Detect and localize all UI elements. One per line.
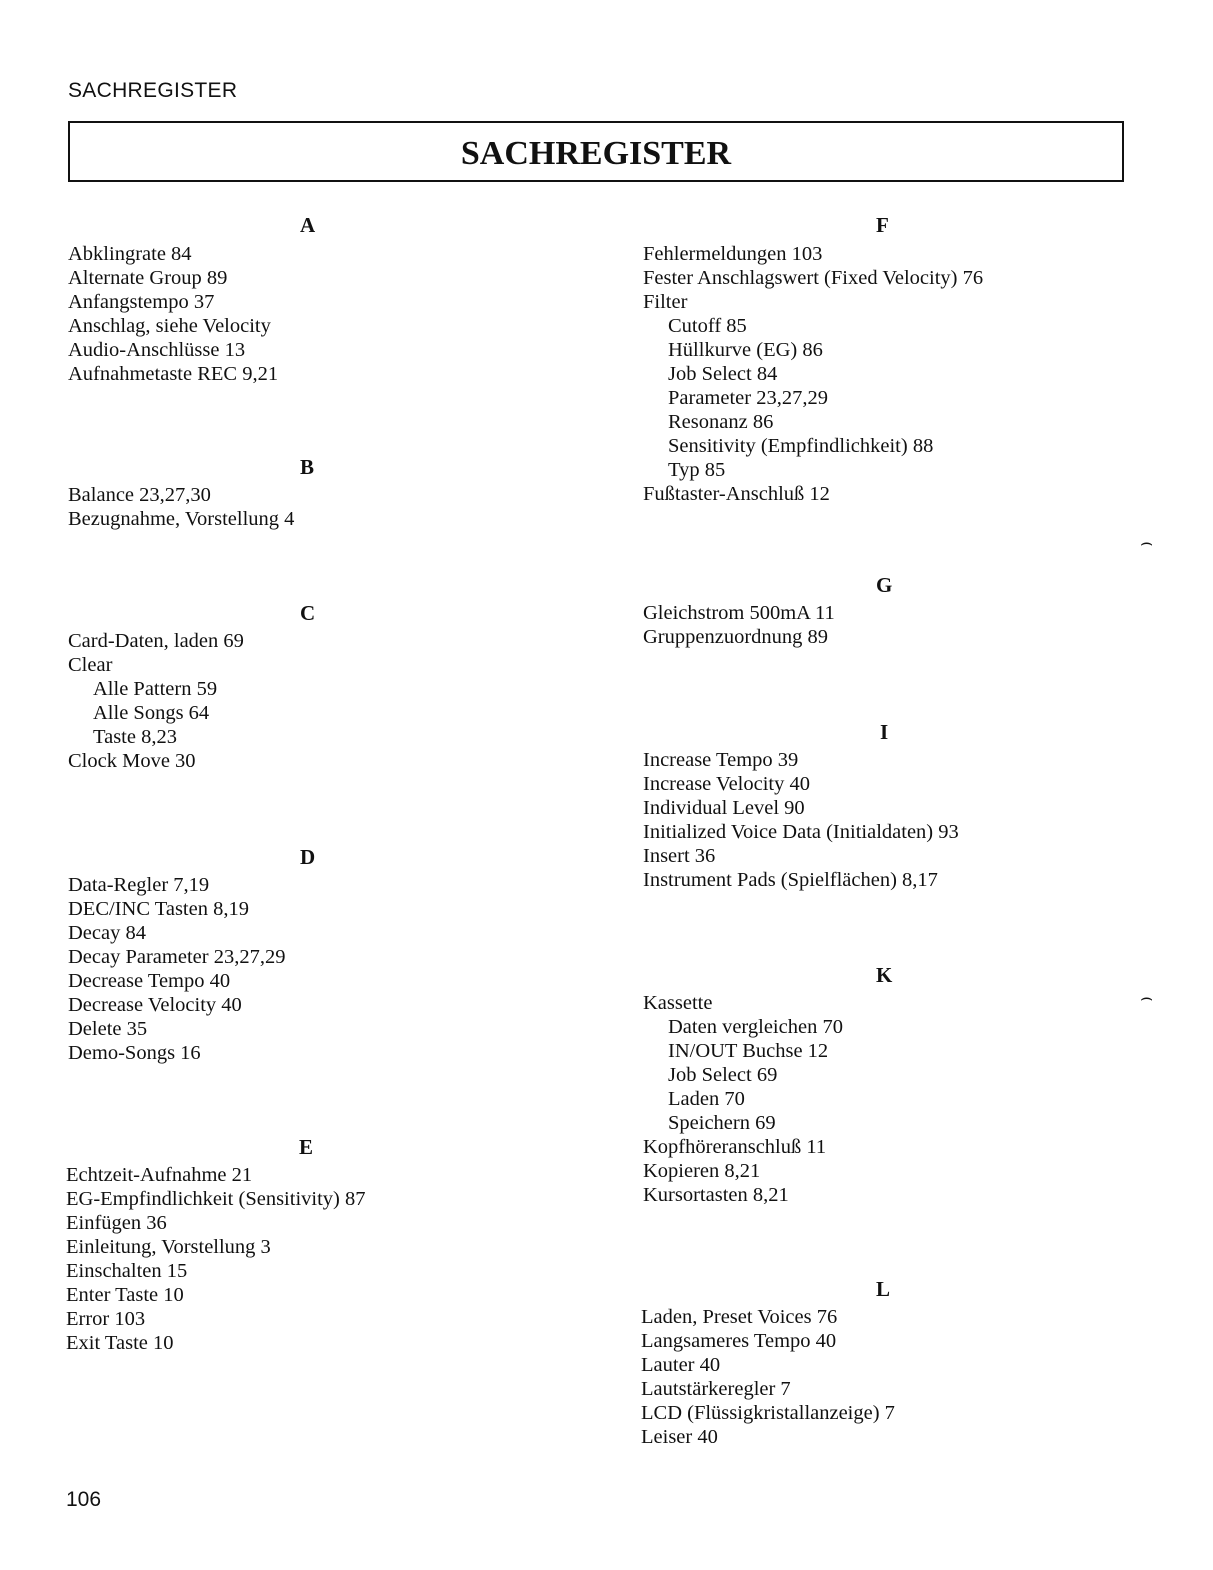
section-letter-l: L (876, 1277, 891, 1301)
index-subentry: IN/OUT Buchse 12 (668, 1040, 829, 1062)
index-entry: Increase Tempo 39 (643, 749, 799, 771)
index-entry: Fußtaster-Anschluß 12 (643, 483, 830, 505)
index-subentry: Alle Pattern 59 (93, 678, 218, 700)
index-entry: Instrument Pads (Spielflächen) 8,17 (643, 869, 938, 891)
index-entry: Leiser 40 (641, 1426, 718, 1448)
index-subentry: Alle Songs 64 (93, 702, 210, 724)
index-entry: Lauter 40 (641, 1354, 721, 1376)
index-entry: Echtzeit-Aufnahme 21 (66, 1164, 253, 1186)
index-entry: Error 103 (66, 1308, 146, 1330)
section-d-list (68, 873, 285, 1065)
index-entry: Delete 35 (68, 1018, 148, 1040)
index-entry: Bezugnahme, Vorstellung 4 (68, 508, 295, 530)
index-entry: Decay 84 (68, 922, 146, 944)
index-entry: Aufnahmetaste REC 9,21 (68, 363, 279, 385)
index-entry: Laden, Preset Voices 76 (641, 1306, 838, 1328)
index-entry: Filter (643, 291, 688, 313)
section-f-list (643, 242, 983, 506)
index-subentry: Laden 70 (668, 1088, 745, 1110)
index-entry: Decay Parameter 23,27,29 (68, 946, 286, 968)
index-entry: Anschlag, siehe Velocity (68, 315, 271, 337)
index-entry: Clear (68, 654, 113, 676)
section-e-list (66, 1163, 365, 1355)
index-entry: Initialized Voice Data (Initialdaten) 93 (643, 821, 959, 843)
section-letter-g: G (876, 573, 893, 597)
index-entry: Kopieren 8,21 (643, 1160, 761, 1182)
index-entry: Increase Velocity 40 (643, 773, 810, 795)
section-letter-e: E (299, 1135, 314, 1159)
index-entry: Lautstärkeregler 7 (641, 1378, 791, 1400)
margin-mark: ⌢ (1140, 985, 1154, 1009)
index-entry: Demo-Songs 16 (68, 1042, 201, 1064)
index-subentry: Typ 85 (668, 459, 726, 481)
section-b-list (68, 483, 294, 531)
index-entry: Audio-Anschlüsse 13 (68, 339, 246, 361)
index-entry: Individual Level 90 (643, 797, 805, 819)
index-entry: Decrease Velocity 40 (68, 994, 242, 1016)
index-subentry: Sensitivity (Empfindlichkeit) 88 (668, 435, 934, 457)
index-entry: Enter Taste 10 (66, 1284, 184, 1306)
index-entry: Einschalten 15 (66, 1260, 188, 1282)
index-entry: Data-Regler 7,19 (68, 874, 210, 896)
index-subentry: Daten vergleichen 70 (668, 1016, 843, 1038)
index-entry: Anfangstempo 37 (68, 291, 215, 313)
section-letter-k: K (876, 963, 893, 987)
section-l-list (641, 1305, 895, 1449)
page-title: SACHREGISTER (460, 135, 732, 172)
index-entry: Kassette (643, 992, 713, 1014)
index-subentry: Resonanz 86 (668, 411, 774, 433)
index-entry: EG-Empfindlichkeit (Sensitivity) 87 (66, 1188, 366, 1210)
index-subentry: Taste 8,23 (93, 726, 177, 748)
index-entry: Gleichstrom 500mA 11 (643, 602, 835, 624)
section-a-list (68, 242, 278, 386)
running-header: SACHREGISTER (68, 79, 238, 102)
index-entry: Fester Anschlagswert (Fixed Velocity) 76 (643, 267, 984, 289)
index-entry: Insert 36 (643, 845, 716, 867)
index-entry: Kursortasten 8,21 (643, 1184, 789, 1206)
index-entry: Card-Daten, laden 69 (68, 630, 244, 652)
section-letter-b: B (300, 455, 315, 479)
index-entry: Decrease Tempo 40 (68, 970, 231, 992)
index-entry: DEC/INC Tasten 8,19 (68, 898, 249, 920)
index-entry: Alternate Group 89 (68, 267, 228, 289)
index-entry: Langsameres Tempo 40 (641, 1330, 837, 1352)
section-letter-f: F (876, 213, 889, 237)
section-g-list (643, 601, 835, 649)
section-letter-d: D (300, 845, 316, 869)
index-entry: Abklingrate 84 (68, 243, 192, 265)
section-k-list (643, 991, 843, 1207)
index-subentry: Cutoff 85 (668, 315, 747, 337)
index-subentry: Job Select 69 (668, 1064, 778, 1086)
index-entry: Exit Taste 10 (66, 1332, 174, 1354)
page-number: 106 (66, 1488, 102, 1511)
title-box (68, 121, 1124, 182)
section-i-list (643, 748, 959, 892)
index-subentry: Job Select 84 (668, 363, 778, 385)
index-subentry: Speichern 69 (668, 1112, 776, 1134)
index-entry: Einleitung, Vorstellung 3 (66, 1236, 271, 1258)
index-entry: LCD (Flüssigkristallanzeige) 7 (641, 1402, 895, 1424)
section-c-list (68, 629, 244, 773)
section-letter-c: C (300, 601, 316, 625)
index-entry: Balance 23,27,30 (68, 484, 211, 506)
section-letter-a: A (300, 213, 316, 237)
index-subentry: Hüllkurve (EG) 86 (668, 339, 823, 361)
margin-mark: ⌢ (1140, 530, 1154, 554)
index-entry: Clock Move 30 (68, 750, 196, 772)
index-entry: Fehlermeldungen 103 (643, 243, 823, 265)
index-entry: Einfügen 36 (66, 1212, 167, 1234)
index-subentry: Parameter 23,27,29 (668, 387, 828, 409)
index-entry: Gruppenzuordnung 89 (643, 626, 829, 648)
section-letter-i: I (880, 720, 889, 744)
index-entry: Kopfhöreranschluß 11 (643, 1136, 827, 1158)
